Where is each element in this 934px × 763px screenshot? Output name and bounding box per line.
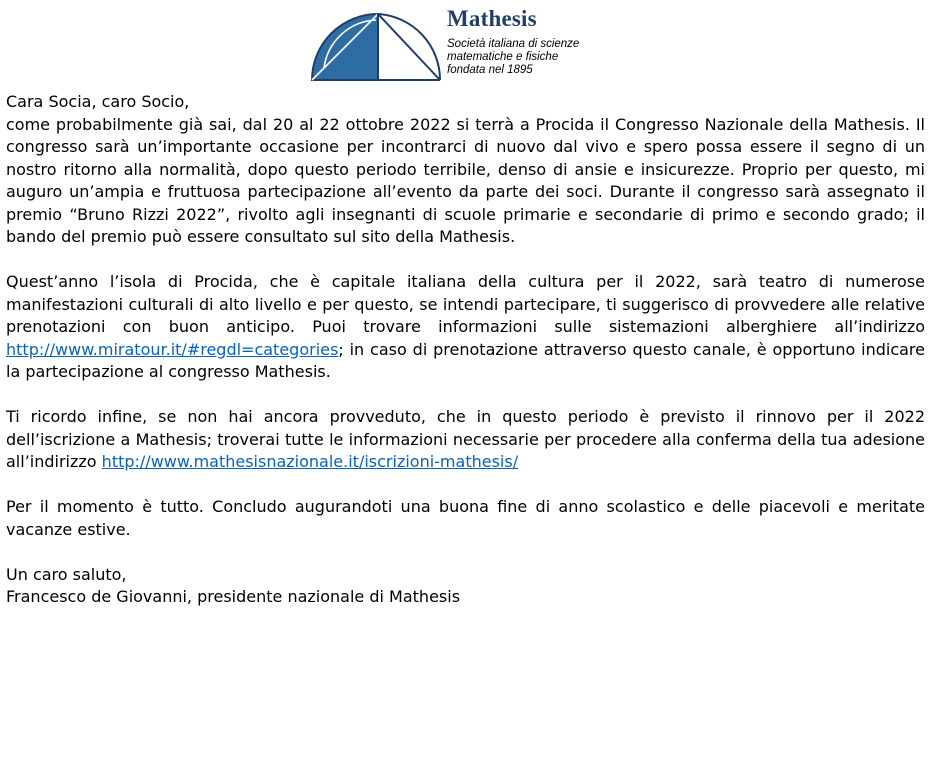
paragraph-spacer [6,474,925,497]
paragraph-procida-text-end: ; in caso di prenotazione attraverso questo canale, è opportuno indicare la partecipazione al congresso Mathesis. [6,339,925,381]
letter-body [6,91,925,609]
paragraph-closing-wishes: Per il momento è tutto. Concludo augurandoti una buona fine di anno scolastico e delle piacevoli e meritate vacanze estive. [6,497,925,539]
letterhead [310,4,630,84]
paragraph-congress: come probabilmente già sai, dal 20 al 22 ottobre 2022 si terrà a Procida il Congresso Nazionale della Mathesis. Il congresso sarà un’importante occasione per incontrarci di nuovo dal vivo e spero possa essere il segno di un nostro ritorno alla normalità, dopo questo periodo terribile, denso di ansie e insicurezze. Proprio per questo, mi auguro un’ampia e fruttuosa partecipazione all’evento da parte dei soci. Durante il congresso sarà assegnato il premio “Bruno Rizzi 2022”, rivolto agli insegnanti di scuole primarie e secondarie di primo e secondo grado; il bando del premio può essere consultato sul sito della Mathesis. [6,114,925,246]
paragraph-procida-text-start: Quest’anno l’isola di Procida, che è capitale italiana della cultura per il 2022, sarà teatro di numerose manifestazioni culturali di alto livello e per questo, se intendi partecipare, ti suggerisco di provvedere alle relative prenotazioni con buon anticipo. Puoi trovare informazioni sulle sistemazioni alberghiere all’indirizzo [6,272,925,336]
brand-name: Mathesis [447,6,537,31]
paragraph-spacer [6,541,925,564]
brand-subtitle-line1: Società italiana di scienze [447,38,580,50]
brand-subtitle-line3: fondata nel 1895 [447,64,533,76]
signature: Francesco de Giovanni, presidente nazionale di Mathesis [6,587,461,606]
paragraph-spacer [6,384,925,407]
closing-salutation: Un caro saluto, [6,564,127,584]
miratour-link[interactable]: http://www.miratour.it/#regdl=categories [6,339,339,359]
paragraph-procida [6,271,925,384]
mathesis-logo-icon [310,12,442,82]
brand-subtitle-line2: matematiche e fisiche [447,51,559,63]
greeting: Cara Socia, caro Socio, [6,92,190,111]
paragraph-membership-text: Ti ricordo infine, se non hai ancora provveduto, che in questo periodo è previsto il rinnovo per il 2022 dell’iscrizione a Mathesis; troverai tutte le informazioni necessarie per procedere alla conferma della tua adesione all’indirizzo [6,407,925,471]
membership-link[interactable]: http://www.mathesisnazionale.it/iscrizioni-mathesis/ [101,452,519,471]
paragraph-spacer [6,249,925,272]
paragraph-membership [6,406,925,474]
